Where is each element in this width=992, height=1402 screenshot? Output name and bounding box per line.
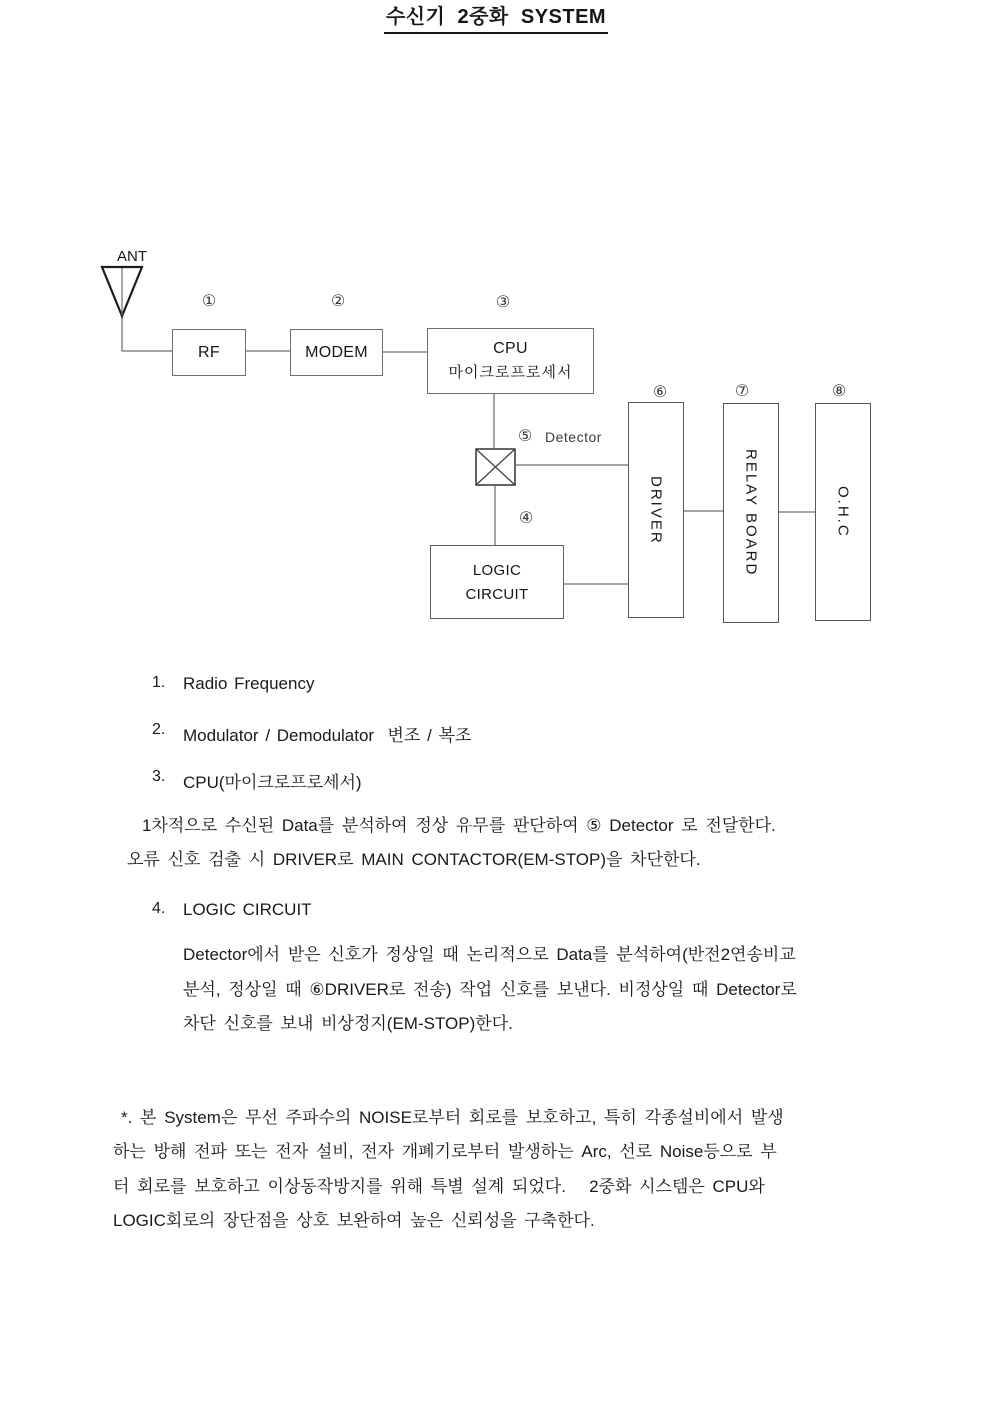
circled-number-8: ⑧	[831, 383, 847, 400]
note-line-2: 하는 방해 전파 또는 전자 설비, 전자 개폐기로부터 발생하는 Arc, 선로 Noise등으로 부	[113, 1142, 777, 1161]
logic-description-line-3: 차단 신호를 보내 비상정지(EM-STOP)한다.	[183, 1014, 513, 1033]
block-relay-board-label: RELAY BOARD	[742, 449, 760, 577]
block-modem	[290, 329, 383, 376]
block-cpu	[427, 328, 594, 394]
list-item-3-number: 3.	[152, 768, 166, 785]
note-line-3: 터 회로를 보호하고 이상동작방지를 위해 특별 설계 되었다. 2중화 시스템은 CPU와	[113, 1177, 765, 1196]
antenna-icon	[102, 267, 142, 316]
list-item-4	[152, 900, 312, 920]
block-driver	[628, 402, 684, 618]
block-rf-label: RF	[198, 343, 220, 361]
cpu-description-line-2: 오류 신호 검출 시 DRIVER로 MAIN CONTACTOR(EM-STOP)을 차단한다.	[127, 850, 701, 869]
list-item-1-text: Radio Frequency	[183, 674, 315, 693]
list-item-2-text: Modulator / Demodulator 변조 / 복조	[183, 726, 472, 745]
page-title	[0, 0, 992, 34]
note-line-1: *. 본 System은 무선 주파수의 NOISE로부터 회로를 보호하고, 특히 각종설비에서 발생	[121, 1108, 784, 1127]
cpu-description-line-1: 1차적으로 수신된 Data를 분석하여 정상 유무를 판단하여 ⑤ Detector 로 전달한다.	[142, 816, 776, 835]
block-logic-label-1: LOGIC	[472, 561, 522, 579]
circled-number-2: ②	[330, 293, 346, 310]
block-ohc-label: O.H.C	[834, 486, 852, 538]
block-logic-circuit	[430, 545, 564, 619]
ant-label: ANT	[117, 248, 147, 265]
circled-number-5: ⑤	[517, 428, 533, 445]
block-logic-label-2: CIRCUIT	[465, 585, 529, 603]
list-item-1	[152, 674, 314, 694]
list-item-4-number: 4.	[152, 900, 166, 917]
block-rf	[172, 329, 246, 376]
detector-symbol	[475, 448, 516, 486]
list-item-4-text: LOGIC CIRCUIT	[183, 900, 312, 919]
block-driver-label: DRIVER	[647, 475, 665, 545]
circled-number-3: ③	[495, 294, 511, 311]
list-item-3-text: CPU(마이크로프로세서)	[183, 773, 362, 792]
note-line-4: LOGIC회로의 장단점을 상호 보완하여 높은 신뢰성을 구축한다.	[113, 1211, 595, 1230]
logic-description-line-2: 분석, 정상일 때 ⑥DRIVER로 전송) 작업 신호를 보낸다. 비정상일 때 Detector로	[183, 980, 797, 999]
circled-number-4: ④	[518, 510, 534, 527]
list-item-1-number: 1.	[152, 674, 166, 691]
connector-lines	[122, 267, 815, 584]
circled-number-1: ①	[201, 293, 217, 310]
detector-label: Detector	[545, 429, 602, 445]
list-item-3	[152, 768, 362, 793]
circled-number-7: ⑦	[734, 383, 750, 400]
logic-description-line-1: Detector에서 받은 신호가 정상일 때 논리적으로 Data를 분석하여(반전2연송비교	[183, 945, 796, 964]
block-cpu-sublabel: 마이크로프로세서	[448, 364, 573, 381]
list-item-2-number: 2.	[152, 721, 166, 738]
block-relay-board	[723, 403, 779, 623]
block-modem-label: MODEM	[305, 343, 368, 361]
block-ohc	[815, 403, 871, 621]
list-item-2	[152, 721, 471, 746]
block-cpu-label: CPU	[493, 340, 528, 357]
page-title-text: 수신기 2중화 SYSTEM	[384, 0, 608, 34]
circled-number-6: ⑥	[652, 384, 668, 401]
